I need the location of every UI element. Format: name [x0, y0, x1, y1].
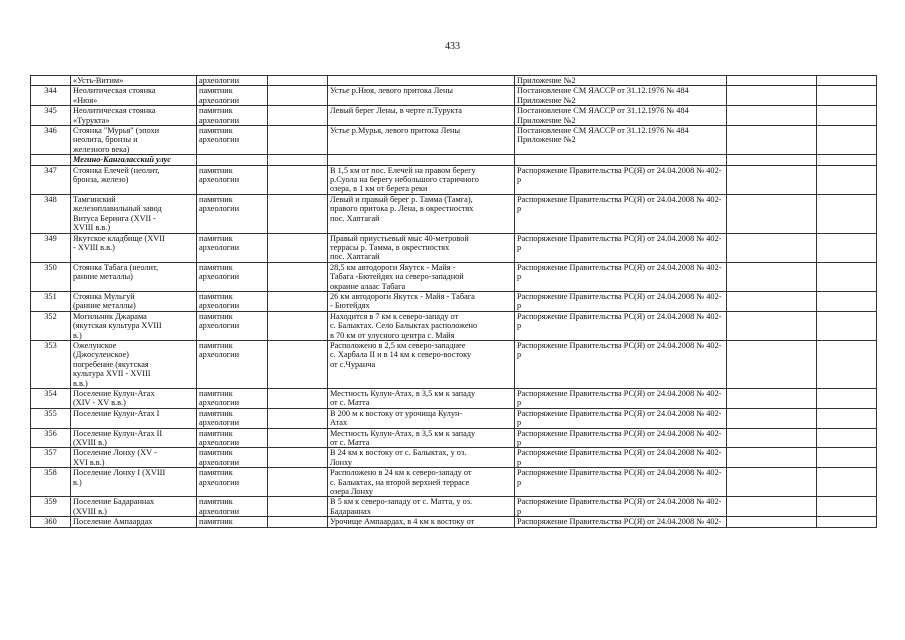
empty-cell [727, 428, 817, 448]
empty-cell [817, 86, 877, 106]
empty-cell [727, 389, 817, 409]
empty-cell [817, 468, 877, 497]
monument-category: археологии [197, 76, 268, 86]
empty-cell [268, 106, 328, 126]
empty-cell [727, 311, 817, 340]
empty-cell [268, 155, 328, 165]
monument-name: Тамгинский железоплавильный завод Витуса Беринга (XVII - XVIII в.в.) [71, 194, 197, 233]
empty-cell [727, 497, 817, 517]
monument-category: памятник археологии [197, 165, 268, 194]
empty-cell [817, 340, 877, 388]
table-row [31, 340, 877, 388]
empty-cell [727, 468, 817, 497]
empty-cell [727, 76, 817, 86]
legal-document: Постановление СМ ЯАССР от 31.12.1976 № 484 Приложение №2 [515, 126, 727, 155]
table-row [31, 76, 877, 86]
table-row [31, 126, 877, 155]
monument-name: «Усть-Витим» [71, 76, 197, 86]
empty-cell [727, 340, 817, 388]
empty-cell [727, 291, 817, 311]
row-number: 360 [31, 517, 71, 527]
row-number: 358 [31, 468, 71, 497]
monument-location: В 24 км к востоку от с. Балыктах, у оз. Лонху [328, 448, 515, 468]
empty-cell [31, 155, 71, 165]
monument-location: Левый и правый берег р. Тамма (Тамга), правого притока р. Лена, в окрестностях пос. Хаптагай [328, 194, 515, 233]
table-row [31, 165, 877, 194]
monument-location: Находится в 7 км к северо-западу от с. Балыктах. Село Балыктах расположено в 70 км от улусного центра с. Майя [328, 311, 515, 340]
empty-cell [817, 262, 877, 291]
monument-name: Стоянка Табага (неолит, ранние металлы) [71, 262, 197, 291]
legal-document: Распоряжение Правительства РС(Я) от 24.04.2008 № 402- р [515, 340, 727, 388]
table-row [31, 448, 877, 468]
empty-cell [268, 165, 328, 194]
empty-cell [268, 340, 328, 388]
page-number: 433 [445, 41, 460, 52]
monument-location: Урочище Ампаардах, в 4 км к востоку от [328, 517, 515, 527]
empty-cell [817, 233, 877, 262]
empty-cell [727, 517, 817, 527]
monument-location: Устье р.Мурья, левого притока Лены [328, 126, 515, 155]
empty-cell [817, 428, 877, 448]
monument-category: памятник археологии [197, 291, 268, 311]
monument-category: памятник археологии [197, 468, 268, 497]
monument-category: памятник археологии [197, 126, 268, 155]
legal-document: Распоряжение Правительства РС(Я) от 24.04.2008 № 402- [515, 517, 727, 527]
row-number: 356 [31, 428, 71, 448]
monument-name: Поселение Ампаардах [71, 517, 197, 527]
table-row [31, 233, 877, 262]
row-number: 347 [31, 165, 71, 194]
section-row [31, 155, 877, 165]
row-number: 344 [31, 86, 71, 106]
row-number: 352 [31, 311, 71, 340]
table-row [31, 106, 877, 126]
empty-cell [817, 291, 877, 311]
legal-document: Распоряжение Правительства РС(Я) от 24.04.2008 № 402- р [515, 389, 727, 409]
row-number: 353 [31, 340, 71, 388]
monument-location: Устье р.Нюя, левого притока Лены [328, 86, 515, 106]
table-row [31, 428, 877, 448]
monument-name: Неолитическая стоянка «Нюя» [71, 86, 197, 106]
row-number: 346 [31, 126, 71, 155]
monument-location: Расположено в 2,5 км северо-западнее с. Харбала II и в 14 км к северо-востоку от с.Чуранча [328, 340, 515, 388]
empty-cell [817, 497, 877, 517]
monument-location: Правый приустьевый мыс 40-метровой террасы р. Тамма, в окрестностях пос. Хаптагай [328, 233, 515, 262]
empty-cell [727, 165, 817, 194]
empty-cell [727, 155, 817, 165]
monument-category: памятник археологии [197, 497, 268, 517]
monument-category: памятник археологии [197, 340, 268, 388]
legal-document: Приложение №2 [515, 76, 727, 86]
empty-cell [727, 448, 817, 468]
table-row [31, 408, 877, 428]
row-number: 349 [31, 233, 71, 262]
empty-cell [268, 262, 328, 291]
monument-category: памятник археологии [197, 194, 268, 233]
table-row [31, 389, 877, 409]
monument-category: памятник [197, 517, 268, 527]
table-row [31, 262, 877, 291]
monument-location: Местность Кулун-Атах, в 3,5 км к западу от с. Матта [328, 389, 515, 409]
empty-cell [817, 155, 877, 165]
legal-document: Распоряжение Правительства РС(Я) от 24.04.2008 № 402- р [515, 468, 727, 497]
monument-category: памятник археологии [197, 86, 268, 106]
monument-name: Поселение Кулун-Атах (XIV - XV в.в.) [71, 389, 197, 409]
legal-document: Распоряжение Правительства РС(Я) от 24.04.2008 № 402- р [515, 233, 727, 262]
monument-name: Поселение Кулун-Атах II (XVIII в.) [71, 428, 197, 448]
row-number: 355 [31, 408, 71, 428]
row-number: 348 [31, 194, 71, 233]
empty-cell [727, 106, 817, 126]
monument-location: Левый берег Лены, в черте п.Турукта [328, 106, 515, 126]
row-number: 345 [31, 106, 71, 126]
empty-cell [268, 448, 328, 468]
empty-cell [727, 86, 817, 106]
empty-cell [817, 126, 877, 155]
legal-document: Распоряжение Правительства РС(Я) от 24.04.2008 № 402- р [515, 448, 727, 468]
table-row [31, 291, 877, 311]
empty-cell [268, 311, 328, 340]
monument-location: В 1,5 км от пос. Елечей на правом берегу р.Суола на берегу небольшого старичного озера, в 1 км от берега реки [328, 165, 515, 194]
empty-cell [268, 291, 328, 311]
legal-document: Постановление СМ ЯАССР от 31.12.1976 № 484 Приложение №2 [515, 86, 727, 106]
monument-location [328, 76, 515, 86]
row-number: 357 [31, 448, 71, 468]
table-row [31, 311, 877, 340]
monument-location: В 200 м к востоку от урочища Кулун- Атах [328, 408, 515, 428]
empty-cell [268, 389, 328, 409]
monument-name: Стоянка Елечей (неолит, бронза, железо) [71, 165, 197, 194]
monument-location: 28,5 км автодороги Якутск - Майя - Табага -Бютейдях на северо-западной окраине алаас Табага [328, 262, 515, 291]
table-row [31, 86, 877, 106]
monument-name: Могильник Джарама (якутская культура XVIII в.) [71, 311, 197, 340]
monument-name: Неолитическая стоянка «Турукта» [71, 106, 197, 126]
monument-category: памятник археологии [197, 428, 268, 448]
empty-cell [727, 408, 817, 428]
empty-cell [268, 468, 328, 497]
monument-name: Поселение Лонху (XV - XVI в.в.) [71, 448, 197, 468]
legal-document: Распоряжение Правительства РС(Я) от 24.04.2008 № 402- р [515, 408, 727, 428]
row-number: 354 [31, 389, 71, 409]
empty-cell [817, 408, 877, 428]
empty-cell [727, 262, 817, 291]
monument-location: Местность Кулун-Атах, в 3,5 км к западу от с. Матта [328, 428, 515, 448]
legal-document: Распоряжение Правительства РС(Я) от 24.04.2008 № 402- р [515, 194, 727, 233]
monument-category: памятник археологии [197, 408, 268, 428]
empty-cell [268, 428, 328, 448]
monument-category: памятник археологии [197, 311, 268, 340]
row-number [31, 76, 71, 86]
empty-cell [268, 194, 328, 233]
monument-name: Поселение Бадараннах (XVIII в.) [71, 497, 197, 517]
empty-cell [817, 389, 877, 409]
legal-document: Распоряжение Правительства РС(Я) от 24.04.2008 № 402- р [515, 291, 727, 311]
empty-cell [817, 76, 877, 86]
legal-document: Распоряжение Правительства РС(Я) от 24.04.2008 № 402- р [515, 165, 727, 194]
monument-name: Ожелунское (Джосуленское) погребение (якутская культура XVII - XVIII в.в.) [71, 340, 197, 388]
row-number: 351 [31, 291, 71, 311]
table-row [31, 517, 877, 527]
monuments-table [30, 75, 877, 528]
section-title: Мегино-Кангаласский улус [71, 155, 197, 165]
monument-name: Стоянка Мульгуй (ранние металлы) [71, 291, 197, 311]
empty-cell [817, 517, 877, 527]
table-row [31, 468, 877, 497]
legal-document: Распоряжение Правительства РС(Я) от 24.04.2008 № 402- р [515, 311, 727, 340]
empty-cell [197, 155, 268, 165]
monument-location: В 5 км к северо-западу от с. Матта, у оз. Бадараннах [328, 497, 515, 517]
empty-cell [817, 106, 877, 126]
legal-document: Распоряжение Правительства РС(Я) от 24.04.2008 № 402- р [515, 262, 727, 291]
empty-cell [515, 155, 727, 165]
legal-document: Распоряжение Правительства РС(Я) от 24.04.2008 № 402- р [515, 497, 727, 517]
empty-cell [817, 194, 877, 233]
monument-category: памятник археологии [197, 448, 268, 468]
table-row [31, 497, 877, 517]
monument-name: Стоянка "Мурья" (эпохи неолита, бронзы и железного века) [71, 126, 197, 155]
empty-cell [727, 194, 817, 233]
monument-name: Поселение Кулун-Атах I [71, 408, 197, 428]
empty-cell [268, 497, 328, 517]
legal-document: Распоряжение Правительства РС(Я) от 24.04.2008 № 402- р [515, 428, 727, 448]
monument-category: памятник археологии [197, 106, 268, 126]
empty-cell [727, 233, 817, 262]
monument-category: памятник археологии [197, 233, 268, 262]
empty-cell [268, 126, 328, 155]
empty-cell [817, 165, 877, 194]
monument-category: памятник археологии [197, 262, 268, 291]
empty-cell [268, 233, 328, 262]
table-row [31, 194, 877, 233]
empty-cell [328, 155, 515, 165]
empty-cell [268, 76, 328, 86]
monument-name: Поселение Лонху I (XVIII в.) [71, 468, 197, 497]
row-number: 350 [31, 262, 71, 291]
monument-name: Якутское кладбище (XVII - XVIII в.в.) [71, 233, 197, 262]
empty-cell [727, 126, 817, 155]
empty-cell [268, 408, 328, 428]
empty-cell [817, 448, 877, 468]
legal-document: Постановление СМ ЯАССР от 31.12.1976 № 484 Приложение №2 [515, 106, 727, 126]
monument-location: 26 км автодороги Якутск - Майя - Табага - Бютейдях [328, 291, 515, 311]
row-number: 359 [31, 497, 71, 517]
empty-cell [268, 86, 328, 106]
empty-cell [817, 311, 877, 340]
empty-cell [268, 517, 328, 527]
monument-category: памятник археологии [197, 389, 268, 409]
monument-location: Расположено в 24 км к северо-западу от с. Балыктах, на второй верхней террасе озера Лонху [328, 468, 515, 497]
